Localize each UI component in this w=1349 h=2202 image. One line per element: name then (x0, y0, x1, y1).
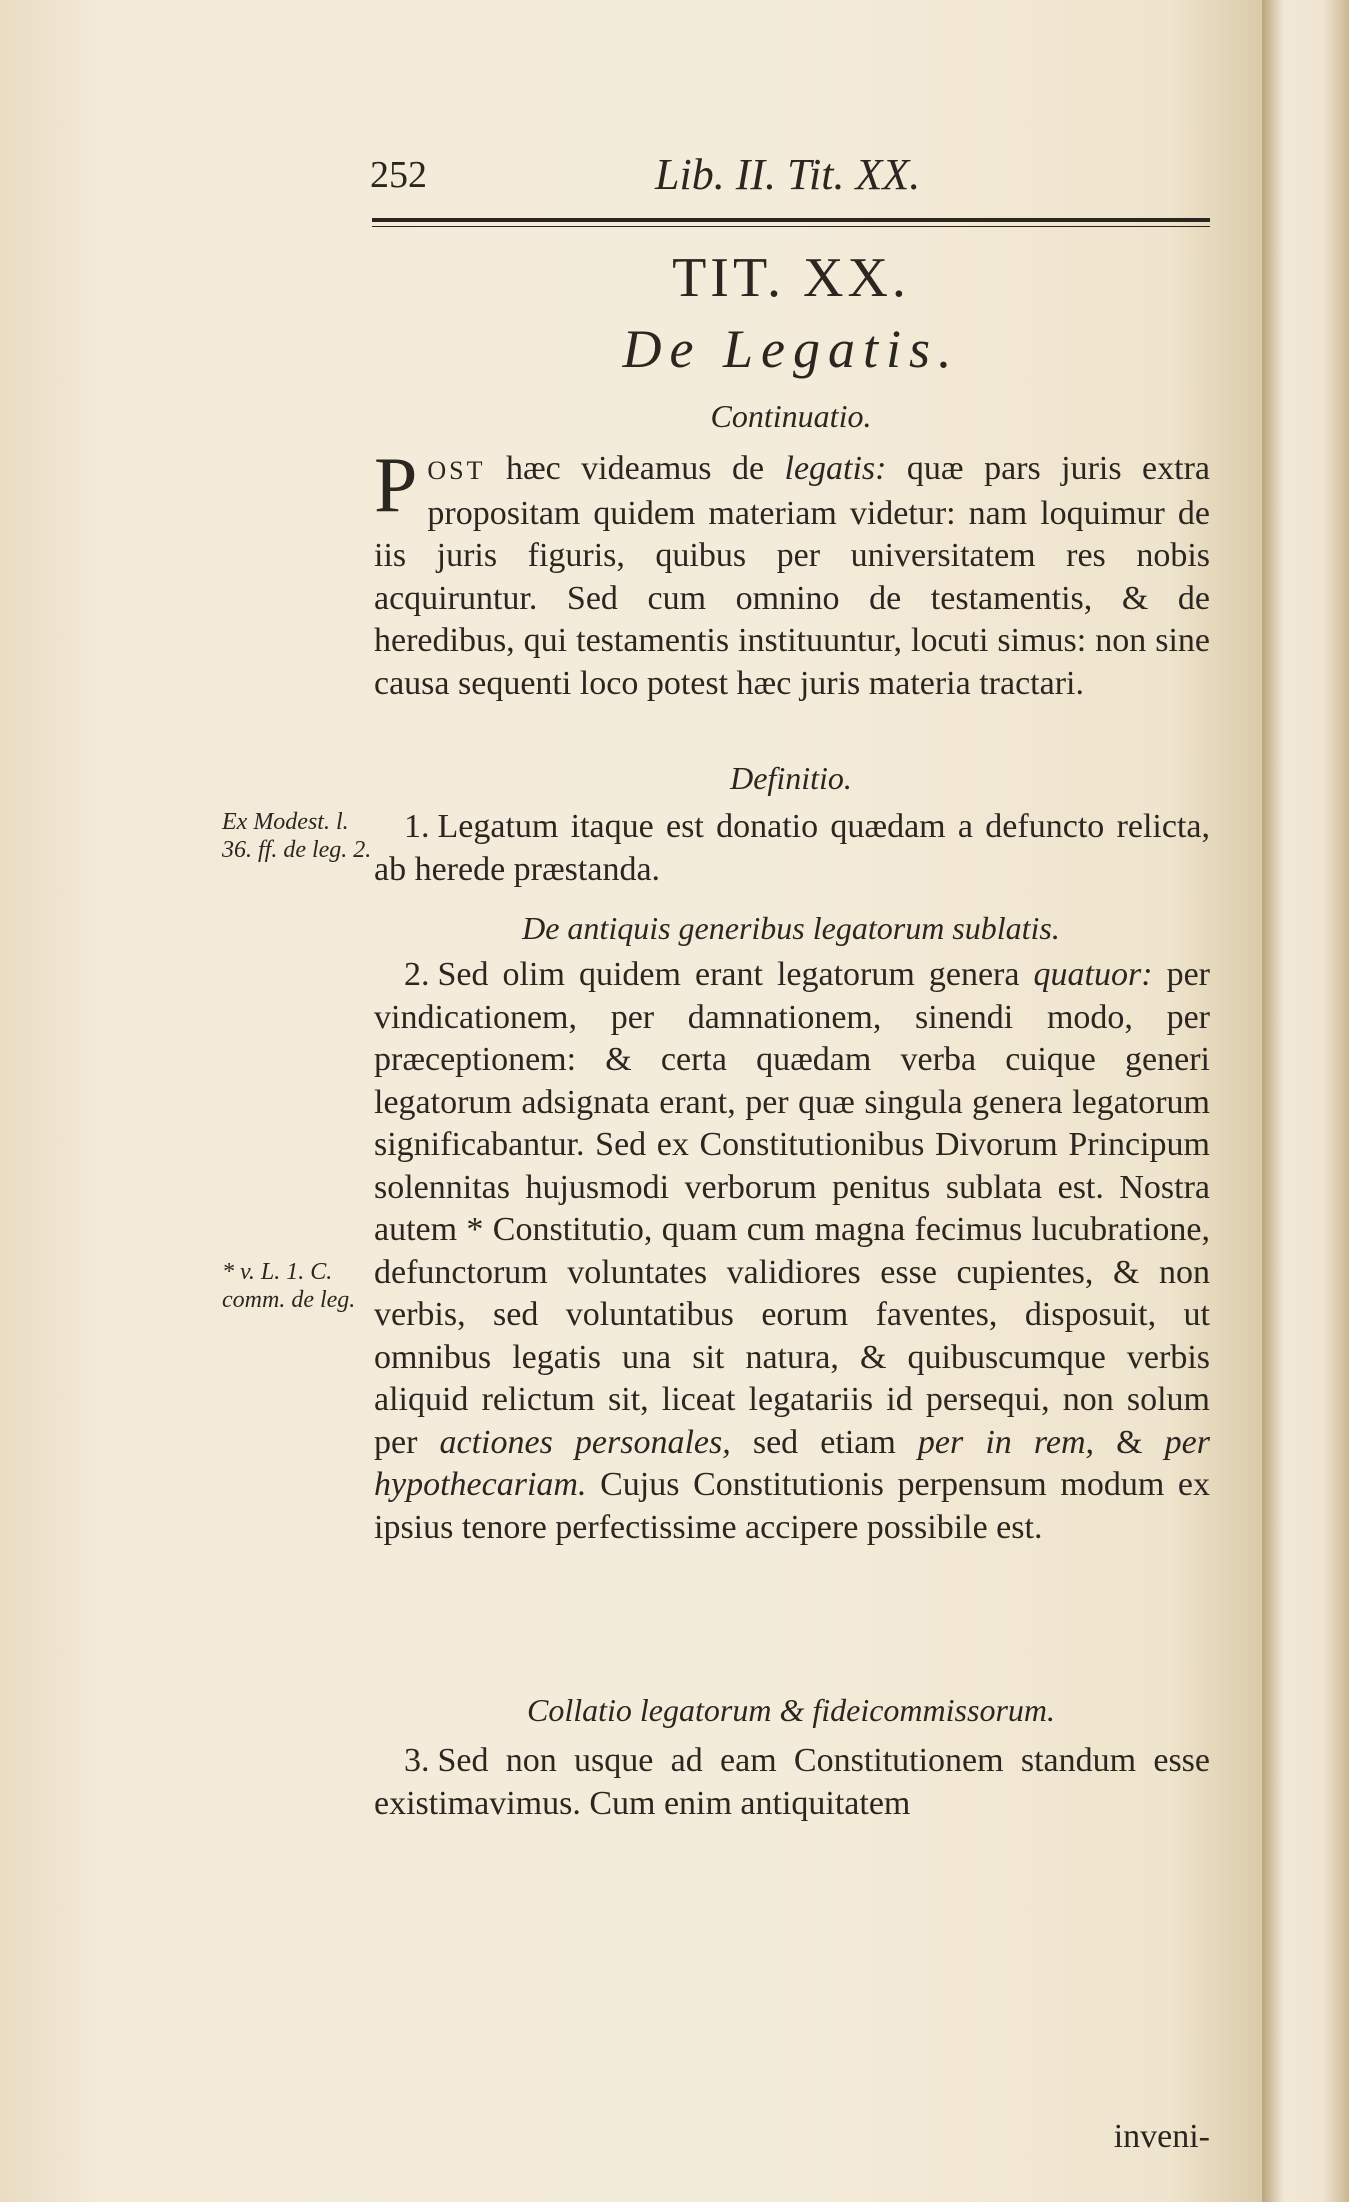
italic-text: per hypothecariam. (374, 1423, 1210, 1503)
heading-definitio: Definitio. (730, 760, 852, 796)
text: sed etiam (730, 1423, 918, 1461)
page-number: 252 (370, 154, 427, 196)
heading-antiquis: De antiquis generibus legatorum sublatis. (522, 910, 1060, 946)
running-head: Lib. II. Tit. XX. (655, 150, 921, 199)
catchword: inveni- (1113, 2118, 1210, 2155)
text: hæc videamus de (485, 450, 785, 487)
heading-continuatio: Continuatio. (710, 398, 872, 434)
section-number: 3. (404, 1742, 430, 1779)
text: Legatum itaque est donatio quædam a defuncto relicta, ab herede præstanda. (374, 808, 1210, 888)
italic-text: quatuor: (1033, 956, 1153, 993)
paragraph-antiquis (374, 954, 1210, 1549)
margin-note-constitutio: * v. L. 1. C. comm. de leg. (222, 1259, 356, 1313)
section-number: 2. (404, 956, 430, 993)
text: & (1094, 1423, 1165, 1461)
text: Sed non usque ad eam Constitutionem standum esse existimavimus. Cum enim antiquitatem (374, 1742, 1210, 1822)
title-subject: De Legatis. (622, 319, 960, 379)
smallcaps-opening: OST (427, 456, 486, 485)
title-number: TIT. XX. (672, 247, 910, 309)
text: Sed olim quidem erant legatorum genera (437, 956, 1034, 993)
paragraph-collatio (374, 1740, 1210, 1825)
margin-note-definitio: Ex Modest. l. 36. ff. de leg. 2. (222, 809, 372, 863)
text: Cujus Constitutionis perpensum modum ex ipsius tenore perfectissime accipere possibile est. (374, 1466, 1210, 1546)
text: quæ pars juris extra propositam quidem materiam videtur: nam loquimur de iis juris figuris, quibus per universitatem res nobis acquiruntur. Sed cum omnino de testamentis, & de heredibus, qui testamentis instituuntur, locuti simus: non sine causa sequenti loco potest hæc juris materia tractari. (374, 450, 1211, 702)
section-number: 1. (404, 808, 430, 845)
paragraph-definitio (374, 806, 1210, 891)
page-header (370, 145, 1210, 205)
text: per vindicationem, per damnationem, sinendi modo, per præceptionem: & certa quædam verba cuique generi legatorum adsignata erant, per quæ singula genera legatorum significabantur. Sed ex Constitutionibus Divorum Principum solennitas hujusmodi verborum penitus sublata est. Nostra autem * Constitutio, quam cum magna fecimus lucubratione, defunctorum voluntates validiores esse cupientes, & non verbis, sed voluntatibus eorum faventes, disposuit, ut omnibus legatis una sit natura, & quibuscumque verbis aliquid relictum sit, liceat legatariis id persequi, non solum per (374, 956, 1210, 1461)
header-rule-thin (372, 226, 1210, 227)
heading-collatio: Collatio legatorum & fideicommissorum. (527, 1692, 1055, 1728)
header-rule (372, 218, 1210, 222)
next-page-edge (1262, 0, 1349, 2202)
italic-text: per in rem, (917, 1423, 1094, 1461)
italic-text: legatis: (784, 450, 887, 487)
italic-text: actiones personales, (439, 1423, 731, 1461)
paragraph-continuatio (374, 441, 1211, 705)
drop-cap: P (374, 441, 418, 528)
